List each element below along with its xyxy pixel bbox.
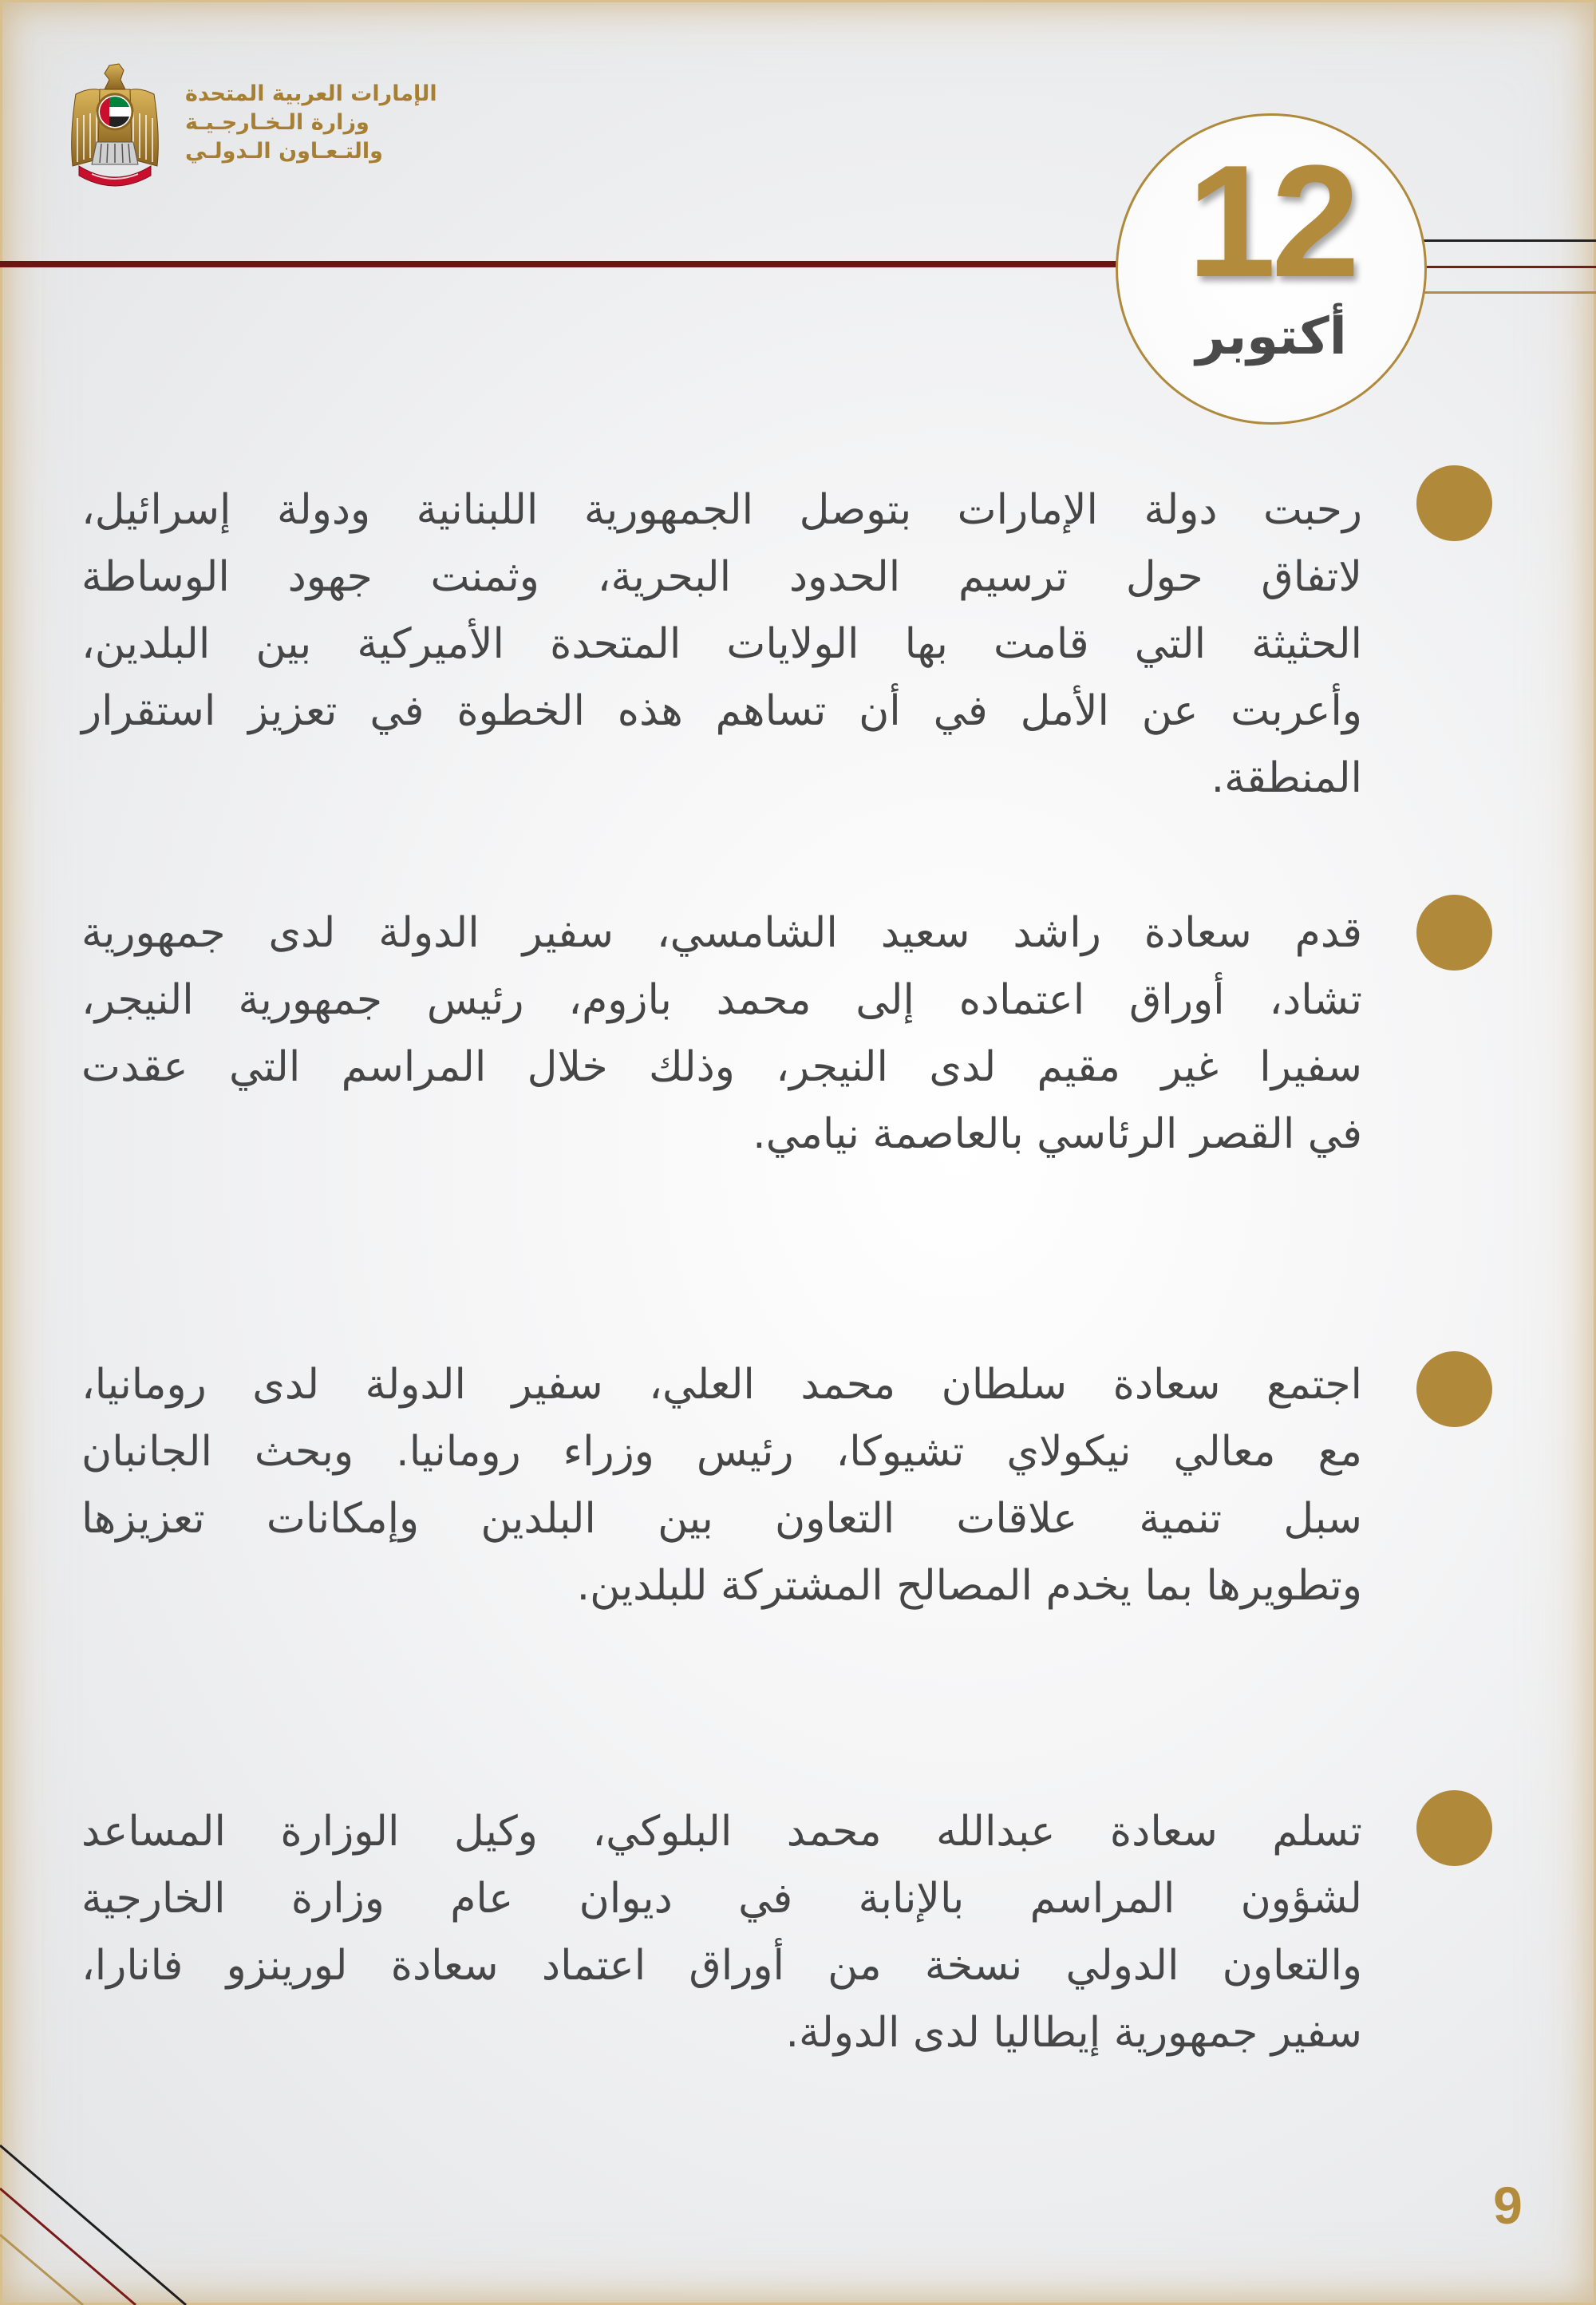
header-line-black	[1424, 239, 1596, 242]
header-line-red	[1424, 266, 1596, 268]
bullet-dot-icon	[1416, 895, 1492, 971]
text-line: مع معالي نيكولاي تشيوكا، رئيس وزراء رومانيا. وبحث الجانبان	[81, 1428, 1362, 1476]
text-line: في القصر الرئاسي بالعاصمة نيامي.	[753, 1110, 1362, 1158]
text-line: والتعاون الدولي نسخة من أوراق اعتماد سعادة لورينزو فانارا،	[81, 1942, 1362, 1990]
news-item-text	[81, 476, 1362, 812]
text-line: وتطويرها بما يخدم المصالح المشتركة للبلدين.	[576, 1562, 1362, 1610]
date-month: أكتوبر	[1195, 307, 1347, 366]
text-line: سبل تنمية علاقات التعاون بين البلدين وإمكانات تعزيزها	[81, 1495, 1362, 1543]
news-item-text	[81, 1351, 1362, 1619]
text-line: وأعربت عن الأمل في أن تساهم هذه الخطوة في تعزيز استقرار	[81, 687, 1362, 735]
org-name-line: الإمارات العربية المتحدة	[185, 81, 437, 106]
date-badge	[1116, 113, 1427, 425]
bullet-dot-icon	[1416, 465, 1492, 541]
text-line: اجتمع سعادة سلطان محمد العلي، سفير الدولة لدى رومانيا،	[81, 1361, 1362, 1409]
header-divider	[0, 261, 1117, 267]
text-line: تسلم سعادة عبدالله محمد البلوكي، وكيل الوزارة المساعد	[81, 1808, 1362, 1856]
bullet-dot-icon	[1416, 1351, 1492, 1427]
text-line: المنطقة.	[1211, 754, 1362, 802]
org-name-line: وزارة الـخـارجـيـة	[185, 110, 369, 135]
text-line: سفيرا غير مقيم لدى النيجر، وذلك خلال المراسم التي عقدت	[81, 1043, 1362, 1091]
text-line: رحبت دولة الإمارات بتوصل الجمهورية اللبنانية ودولة إسرائيل،	[81, 486, 1362, 534]
news-item-text	[81, 899, 1362, 1168]
org-name-line: والتـعـاون الـدولـي	[185, 139, 383, 164]
date-day: 12	[1187, 132, 1356, 310]
page-number: 9	[1493, 2176, 1523, 2235]
header-line-gold	[1424, 291, 1596, 294]
text-line: سفير جمهورية إيطاليا لدى الدولة.	[785, 2009, 1362, 2057]
uae-falcon-emblem-icon	[68, 62, 162, 187]
text-line: لاتفاق حول ترسيم الحدود البحرية، وثمنت جهود الوساطة	[81, 553, 1362, 601]
news-item-text	[81, 1798, 1362, 2066]
text-line: الحثيثة التي قامت بها الولايات المتحدة الأميركية بين البلدين،	[81, 620, 1362, 668]
text-line: قدم سعادة راشد سعيد الشامسي، سفير الدولة لدى جمهورية	[81, 909, 1362, 957]
text-line: لشؤون المراسم بالإنابة في ديوان عام وزارة الخارجية	[81, 1875, 1362, 1923]
text-line: تشاد، أوراق اعتماده إلى محمد بازوم، رئيس جمهورية النيجر،	[81, 976, 1362, 1024]
corner-decoration-lines	[0, 2137, 207, 2305]
bullet-dot-icon	[1416, 1790, 1492, 1866]
ministry-name	[182, 80, 537, 166]
